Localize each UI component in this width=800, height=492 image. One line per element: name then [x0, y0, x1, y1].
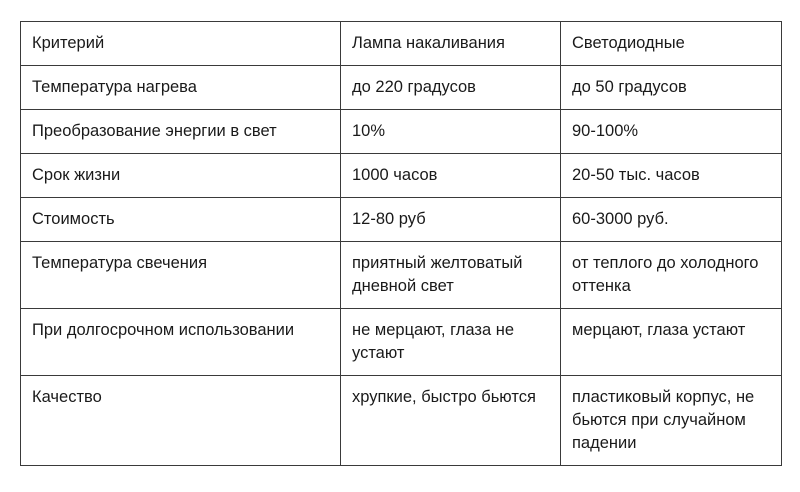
- cell-led: 20-50 тыс. часов: [561, 154, 782, 198]
- header-cell-incandescent: Лампа накаливания: [341, 22, 561, 66]
- cell-criterion: Преобразование энергии в свет: [21, 110, 341, 154]
- cell-incandescent: 1000 часов: [341, 154, 561, 198]
- cell-incandescent: 10%: [341, 110, 561, 154]
- header-cell-criterion: Критерий: [21, 22, 341, 66]
- cell-led: от теплого до холодного оттенка: [561, 242, 782, 309]
- header-cell-led: Светодиодные: [561, 22, 782, 66]
- cell-criterion: Срок жизни: [21, 154, 341, 198]
- cell-led: пластиковый корпус, не бьются при случайном падении: [561, 376, 782, 466]
- table-row: [21, 376, 782, 466]
- table-header-row: [21, 22, 782, 66]
- cell-led: 90-100%: [561, 110, 782, 154]
- cell-incandescent: хрупкие, быстро бьются: [341, 376, 561, 466]
- table-row: [21, 110, 782, 154]
- cell-incandescent: приятный желтоватый дневной свет: [341, 242, 561, 309]
- cell-incandescent: до 220 градусов: [341, 66, 561, 110]
- cell-criterion: При долгосрочном использовании: [21, 309, 341, 376]
- table-row: [21, 154, 782, 198]
- table-row: [21, 242, 782, 309]
- cell-incandescent: не мерцают, глаза не устают: [341, 309, 561, 376]
- cell-incandescent: 12-80 руб: [341, 198, 561, 242]
- cell-led: мерцают, глаза устают: [561, 309, 782, 376]
- cell-criterion: Стоимость: [21, 198, 341, 242]
- table-row: [21, 198, 782, 242]
- table-row: [21, 309, 782, 376]
- cell-criterion: Температура нагрева: [21, 66, 341, 110]
- cell-led: 60-3000 руб.: [561, 198, 782, 242]
- comparison-table: [20, 21, 782, 466]
- cell-criterion: Качество: [21, 376, 341, 466]
- cell-led: до 50 градусов: [561, 66, 782, 110]
- comparison-table-container: [20, 21, 781, 466]
- table-row: [21, 66, 782, 110]
- cell-criterion: Температура свечения: [21, 242, 341, 309]
